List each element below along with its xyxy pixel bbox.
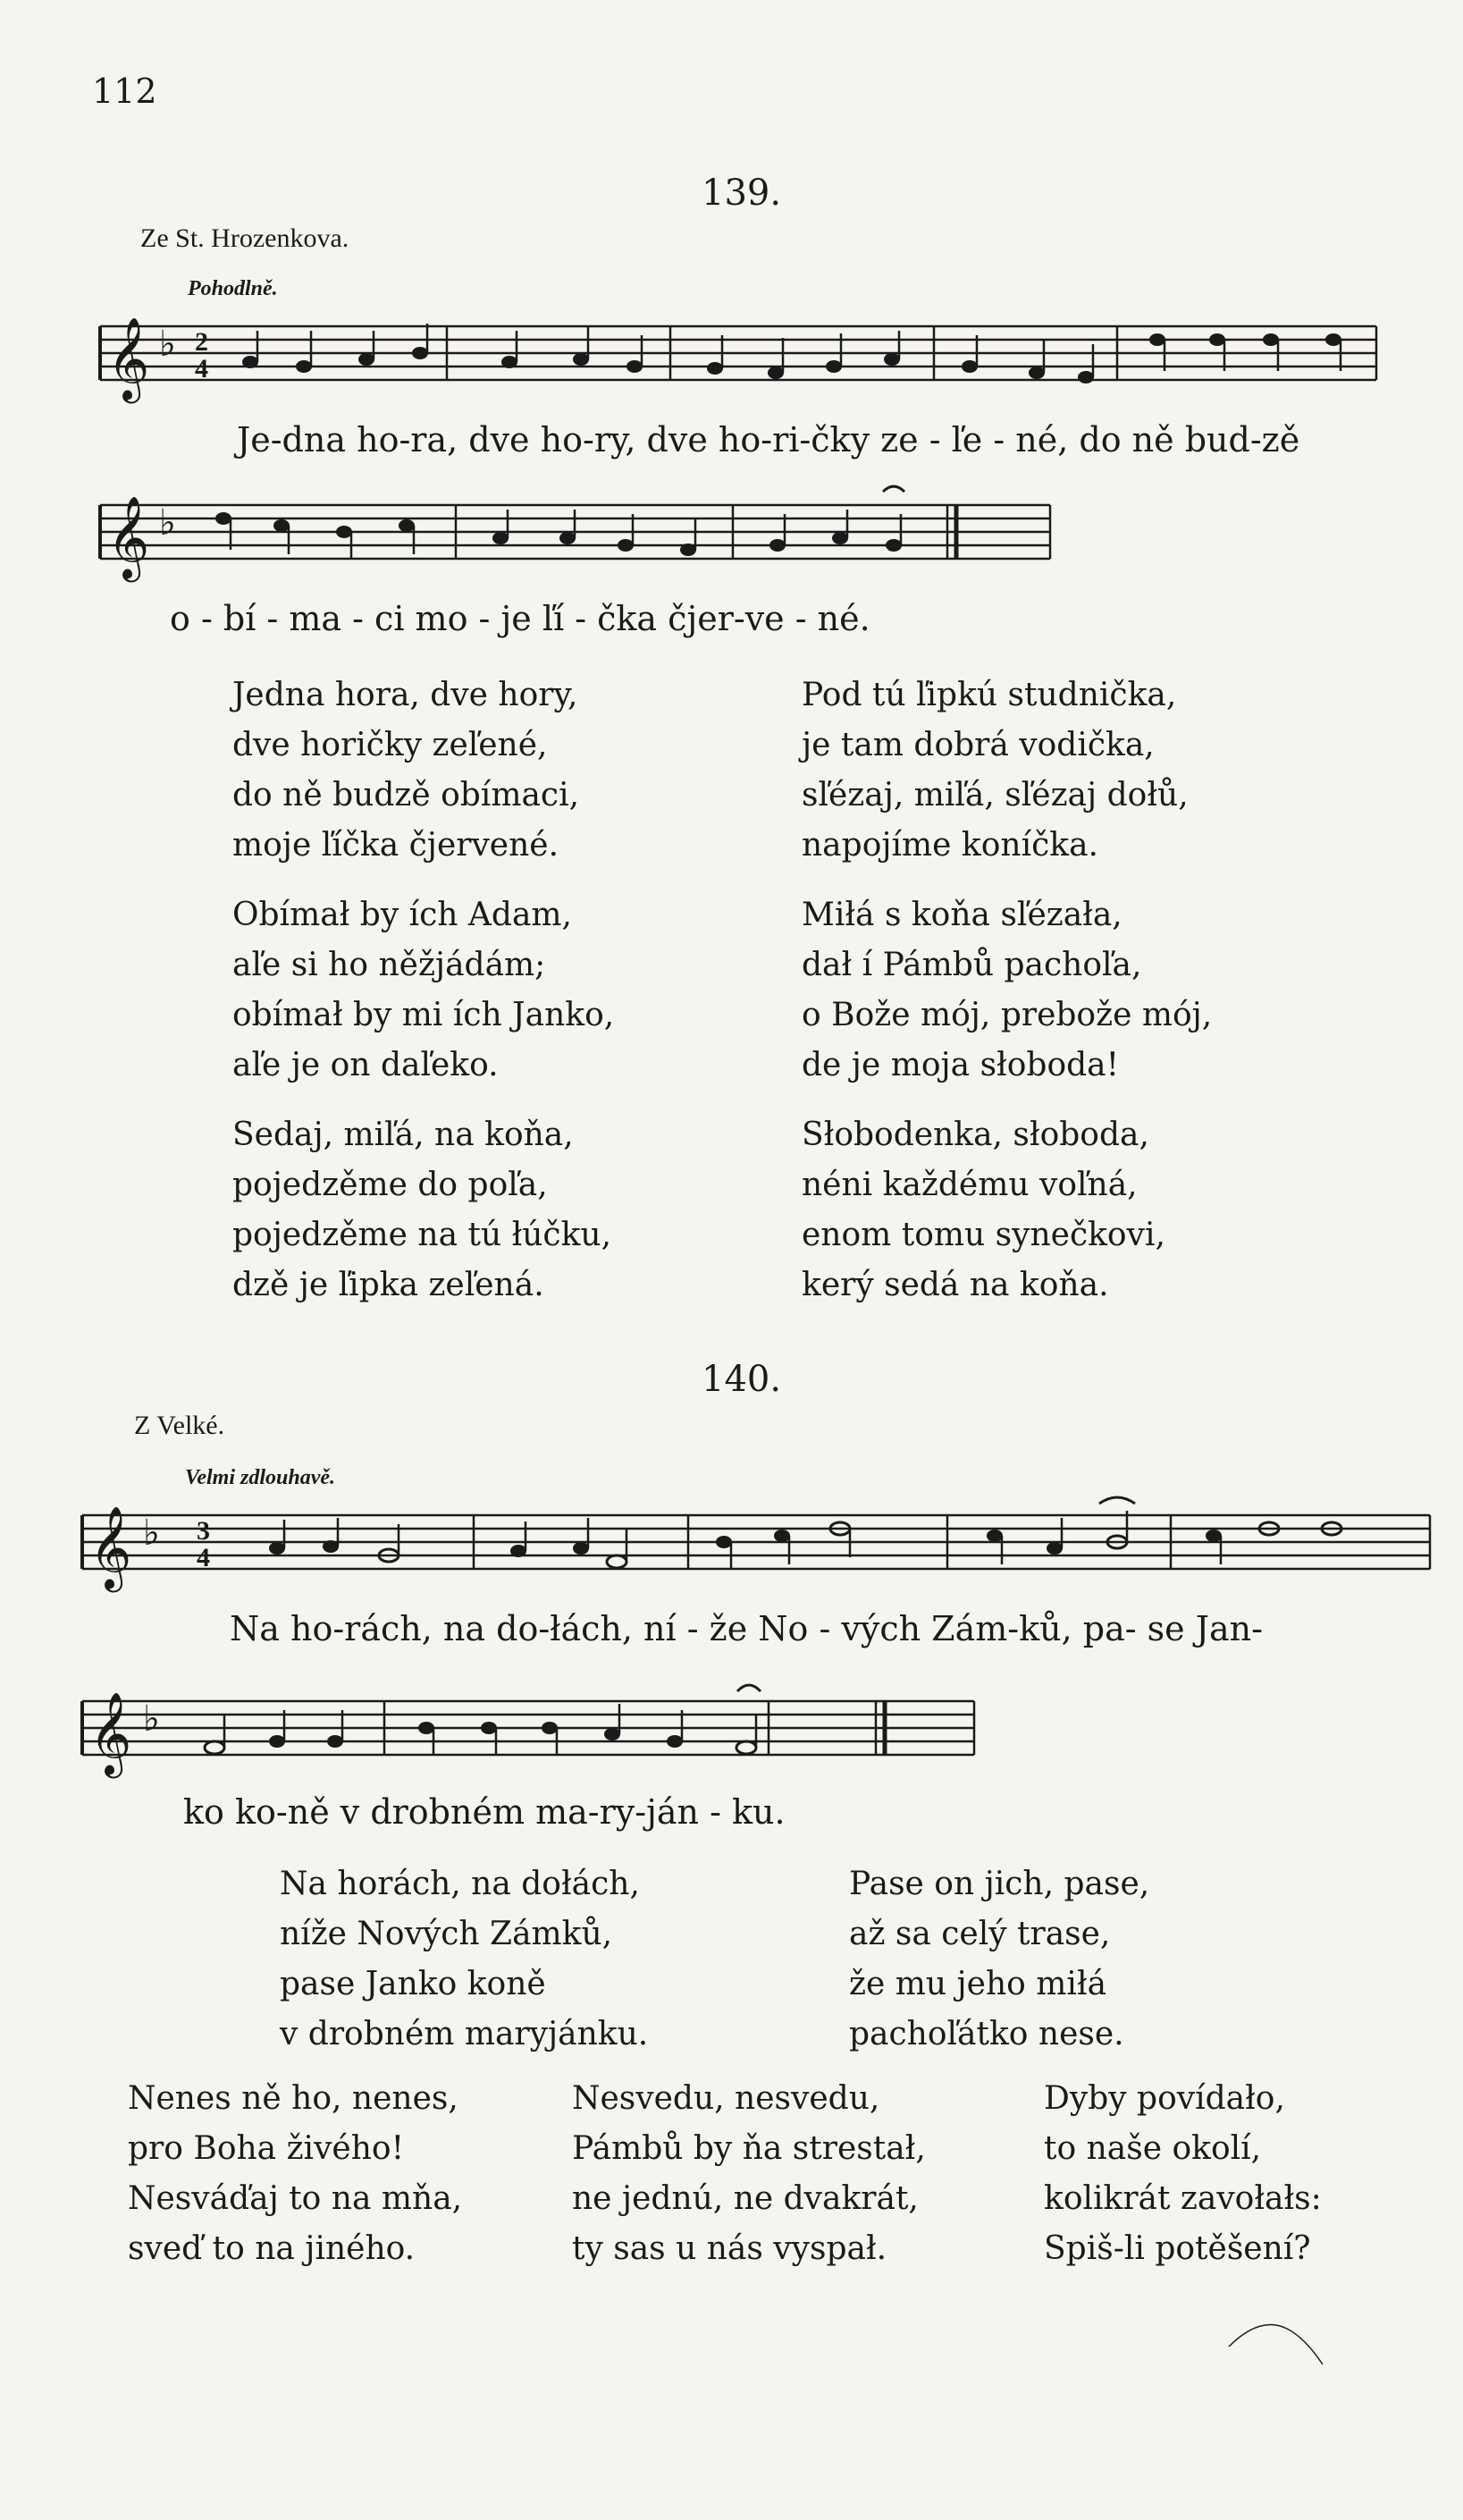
stanza-line: je tam dobrá vodička, xyxy=(802,727,1155,763)
stanza xyxy=(1044,2074,1322,2274)
svg-text:♭: ♭ xyxy=(143,1698,160,1740)
stanza-line: Jedna hora, dve hory, xyxy=(232,677,578,713)
stanza-line: Pámbů by ňa strestał, xyxy=(572,2130,926,2167)
stanza-line: do ně budzě obímaci, xyxy=(232,777,580,813)
stanza-line: Sedaj, miľá, na koňa, xyxy=(232,1117,574,1153)
svg-text:𝄞: 𝄞 xyxy=(107,316,150,400)
stanza xyxy=(572,2074,926,2274)
song-origin: Ze St. Hrozenkova. xyxy=(140,223,349,253)
stanza-line: až sa celý trase, xyxy=(849,1916,1111,1952)
stanza-line: moje ľíčka čjervené. xyxy=(232,827,559,864)
stanza-line: že mu jeho miłá xyxy=(849,1966,1107,2002)
svg-text:𝄞: 𝄞 xyxy=(107,495,150,578)
stanza-line: pojedzěme do poľa, xyxy=(232,1167,548,1203)
stanza-line: kolikrát zavołałs: xyxy=(1044,2180,1322,2217)
stanza-line: pojedzěme na tú łúčku, xyxy=(232,1217,612,1253)
stanza-line: Na horách, na dołách, xyxy=(280,1866,640,1902)
stanza-line: ty sas u nás vyspał. xyxy=(572,2230,887,2267)
page-number: 112 xyxy=(92,72,157,111)
svg-text:𝄞: 𝄞 xyxy=(89,1505,132,1589)
music-staff xyxy=(71,1679,979,1777)
stanza-line: sľézaj, miľá, sľézaj dołů, xyxy=(802,777,1189,813)
stanza-line: pase Janko koně xyxy=(280,1966,546,2002)
stanza-line: néni každému voľná, xyxy=(802,1167,1138,1203)
stanza-line: Słobodenka, słoboda, xyxy=(802,1117,1149,1153)
stanza-line: enom tomu synečkovi, xyxy=(802,1217,1165,1253)
svg-text:𝄞: 𝄞 xyxy=(89,1691,132,1774)
lyrics-line: Na ho-rách, na do-łách, ní - že No - vých Zám-ků, pa- se Jan- xyxy=(230,1609,1263,1648)
stanza-line: Spiš-li potěšení? xyxy=(1044,2230,1311,2267)
music-staff xyxy=(71,1493,1434,1591)
stanza-line: v drobném maryjánku. xyxy=(280,2016,649,2052)
svg-text:♭: ♭ xyxy=(159,502,176,544)
lyrics-line: o - bí - ma - ci mo - je ľí - čka čjer-ve - né. xyxy=(170,599,870,638)
stanza-line: sveď to na jiného. xyxy=(128,2230,416,2267)
stanza-line: aľe si ho něžjádám; xyxy=(232,947,546,983)
svg-text:♭: ♭ xyxy=(143,1513,160,1554)
tempo-marking: Pohodlně. xyxy=(188,277,278,300)
stanza-line: obímał by mi ích Janko, xyxy=(232,997,615,1033)
svg-text:3: 3 xyxy=(197,1516,210,1546)
stanza-line: de je moja słoboda! xyxy=(802,1047,1120,1083)
stanza-line: dve horičky zeľené, xyxy=(232,727,548,763)
music-staff xyxy=(89,304,1381,402)
music-staff xyxy=(89,483,1055,581)
stanza-line: níže Nových Zámků, xyxy=(280,1916,613,1952)
lyrics-line: Je-dna ho-ra, dve ho-ry, dve ho-ri-čky ze - ľe - né, do ně bud-zě xyxy=(237,420,1300,459)
svg-text:4: 4 xyxy=(197,1543,210,1572)
stanza-line: aľe je on daľeko. xyxy=(232,1047,499,1083)
stanza-line: kerý sedá na koňa. xyxy=(802,1267,1109,1303)
song-origin: Z Velké. xyxy=(134,1411,225,1440)
stanza-column-right xyxy=(802,670,1212,1311)
stanza-line: pro Boha živého! xyxy=(128,2130,405,2167)
stanza-line: to naše okolí, xyxy=(1044,2130,1262,2167)
svg-text:2: 2 xyxy=(195,327,208,357)
stanza-line: Nesváďaj to na mňa, xyxy=(128,2180,463,2217)
stanza-line: ne jednú, ne dvakrát, xyxy=(572,2180,919,2217)
stanza-line: napojíme koníčka. xyxy=(802,827,1098,864)
svg-text:4: 4 xyxy=(195,354,208,383)
stanza xyxy=(280,1859,648,2060)
stanza-column-left xyxy=(232,670,614,1311)
stanza-line: dał í Pámbů pachoľa, xyxy=(802,947,1142,983)
tempo-marking: Velmi zdlouhavě. xyxy=(185,1466,336,1489)
stanza-line: Pase on jich, pase, xyxy=(849,1866,1150,1902)
lyrics-line: ko ko-ně v drobném ma-ry-ján - ku. xyxy=(183,1792,786,1832)
song-number: 139. xyxy=(702,173,782,214)
svg-text:♭: ♭ xyxy=(159,324,176,365)
stanza xyxy=(849,1859,1149,2060)
stanza-line: dzě je ľipka zeľená. xyxy=(232,1267,544,1303)
pencil-mark xyxy=(1224,2311,1332,2373)
stanza-line: Nenes ně ho, nenes, xyxy=(128,2080,458,2117)
stanza xyxy=(128,2074,462,2274)
stanza-line: Nesvedu, nesvedu, xyxy=(572,2080,880,2117)
stanza-line: Miłá s koňa sľézała, xyxy=(802,897,1122,933)
stanza-line: o Bože mój, prebože mój, xyxy=(802,997,1213,1033)
song-number: 140. xyxy=(702,1359,782,1400)
stanza-line: pachoľátko nese. xyxy=(849,2016,1124,2052)
stanza-line: Obímał by ích Adam, xyxy=(232,897,573,933)
stanza-line: Pod tú ľipkú studnička, xyxy=(802,677,1177,713)
stanza-line: Dyby povídało, xyxy=(1044,2080,1285,2117)
